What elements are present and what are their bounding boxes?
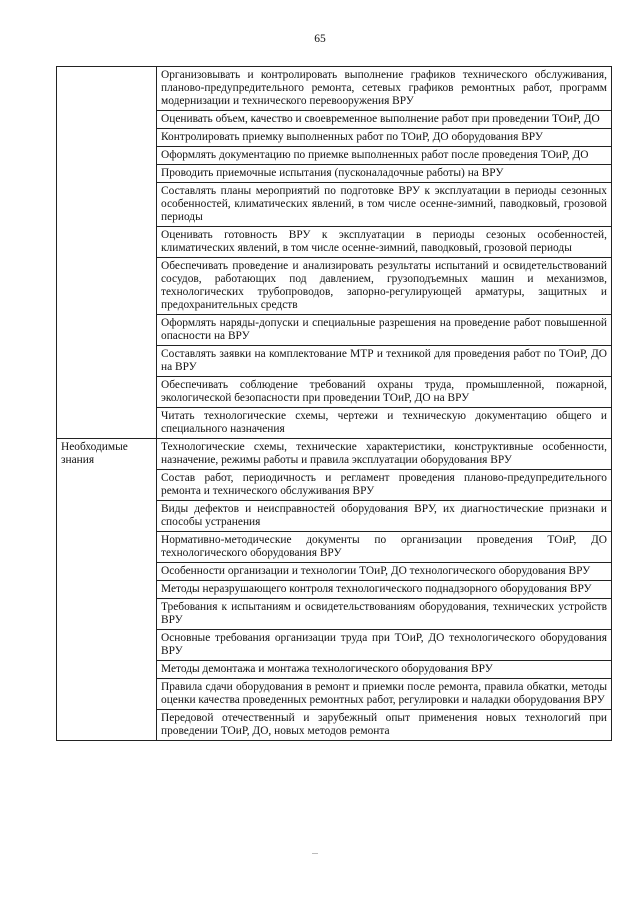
knowledge-item: Правила сдачи оборудования в ремонт и приемки после ремонта, правила обкатки, методы оценки качества проведенных ремонтных работ, регулировки и наладки оборудования ВРУ: [157, 679, 612, 710]
knowledge-item: Методы неразрушающего контроля технологического поднадзорного оборудования ВРУ: [157, 581, 612, 599]
requirements-table: [56, 66, 612, 741]
knowledge-item: Методы демонтажа и монтажа технологического оборудования ВРУ: [157, 661, 612, 679]
skill-item: Составлять заявки на комплектование МТР и техникой для проведения работ по ТОиР, ДО на ВРУ: [157, 346, 612, 377]
knowledge-item: Состав работ, периодичность и регламент проведения планово-предупредительного ремонта и технического обслуживания ВРУ: [157, 470, 612, 501]
knowledge-item: Передовой отечественный и зарубежный опыт применения новых технологий при проведении ТОиР, ДО, новых методов ремонта: [157, 710, 612, 741]
knowledge-item: Особенности организации и технологии ТОиР, ДО технологического оборудования ВРУ: [157, 563, 612, 581]
skill-item: Контролировать приемку выполненных работ по ТОиР, ДО оборудования ВРУ: [157, 129, 612, 147]
knowledge-item: Требования к испытаниям и освидетельствованиям оборудования, технических устройств ВРУ: [157, 599, 612, 630]
skill-item: Оценивать объем, качество и своевременное выполнение работ при проведении ТОиР, ДО: [157, 111, 612, 129]
section-label-skills: [57, 67, 157, 439]
skill-item: Оформлять документацию по приемке выполненных работ после проведения ТОиР, ДО: [157, 147, 612, 165]
knowledge-item: Виды дефектов и неисправностей оборудования ВРУ, их диагностические признаки и способы устранения: [157, 501, 612, 532]
knowledge-item: Технологические схемы, технические характеристики, конструктивные особенности, назначение, режимы работы и правила эксплуатации оборудования ВРУ: [157, 439, 612, 470]
skill-item: Организовывать и контролировать выполнение графиков технического обслуживания, планово-предупредительного ремонта, сетевых графиков ремонтных работ, программ модернизации и технического перевооружения ВРУ: [157, 67, 612, 111]
skill-item: Обеспечивать соблюдение требований охраны труда, промышленной, пожарной, экологической безопасности при проведении ТОиР, ДО на ВРУ: [157, 377, 612, 408]
knowledge-item: Основные требования организации труда при ТОиР, ДО технологического оборудования ВРУ: [157, 630, 612, 661]
skill-item: Проводить приемочные испытания (пусконаладочные работы) на ВРУ: [157, 165, 612, 183]
section-label-knowledge: Необходимые знания: [57, 439, 157, 741]
skill-item: Составлять планы мероприятий по подготовке ВРУ к эксплуатации в периоды сезонных особенностей, климатических явлений, в том числе осенне-зимний, паводковый, грозовой периоды: [157, 183, 612, 227]
skill-item: Читать технологические схемы, чертежи и техническую документацию общего и специального назначения: [157, 408, 612, 439]
skill-item: Оформлять наряды-допуски и специальные разрешения на проведение работ повышенной опасности на ВРУ: [157, 315, 612, 346]
page-number: 65: [314, 33, 326, 45]
table-row: [57, 67, 612, 111]
knowledge-item: Нормативно-методические документы по организации проведения ТОиР, ДО технологического оборудования ВРУ: [157, 532, 612, 563]
skill-item: Обеспечивать проведение и анализировать результаты испытаний и освидетельствований сосудов, работающих под давлением, грузоподъемных машин и механизмов, технологических трубопроводов, запорно-регулирующей арматуры, защитных и предохранительных средств: [157, 258, 612, 315]
table-row: [57, 439, 612, 470]
scan-mark: [312, 853, 318, 854]
skill-item: Оценивать готовность ВРУ к эксплуатации в периоды сезоных особенностей, климатических явлений, в том числе осенне-зимний, паводковый, грозовой периоды: [157, 227, 612, 258]
